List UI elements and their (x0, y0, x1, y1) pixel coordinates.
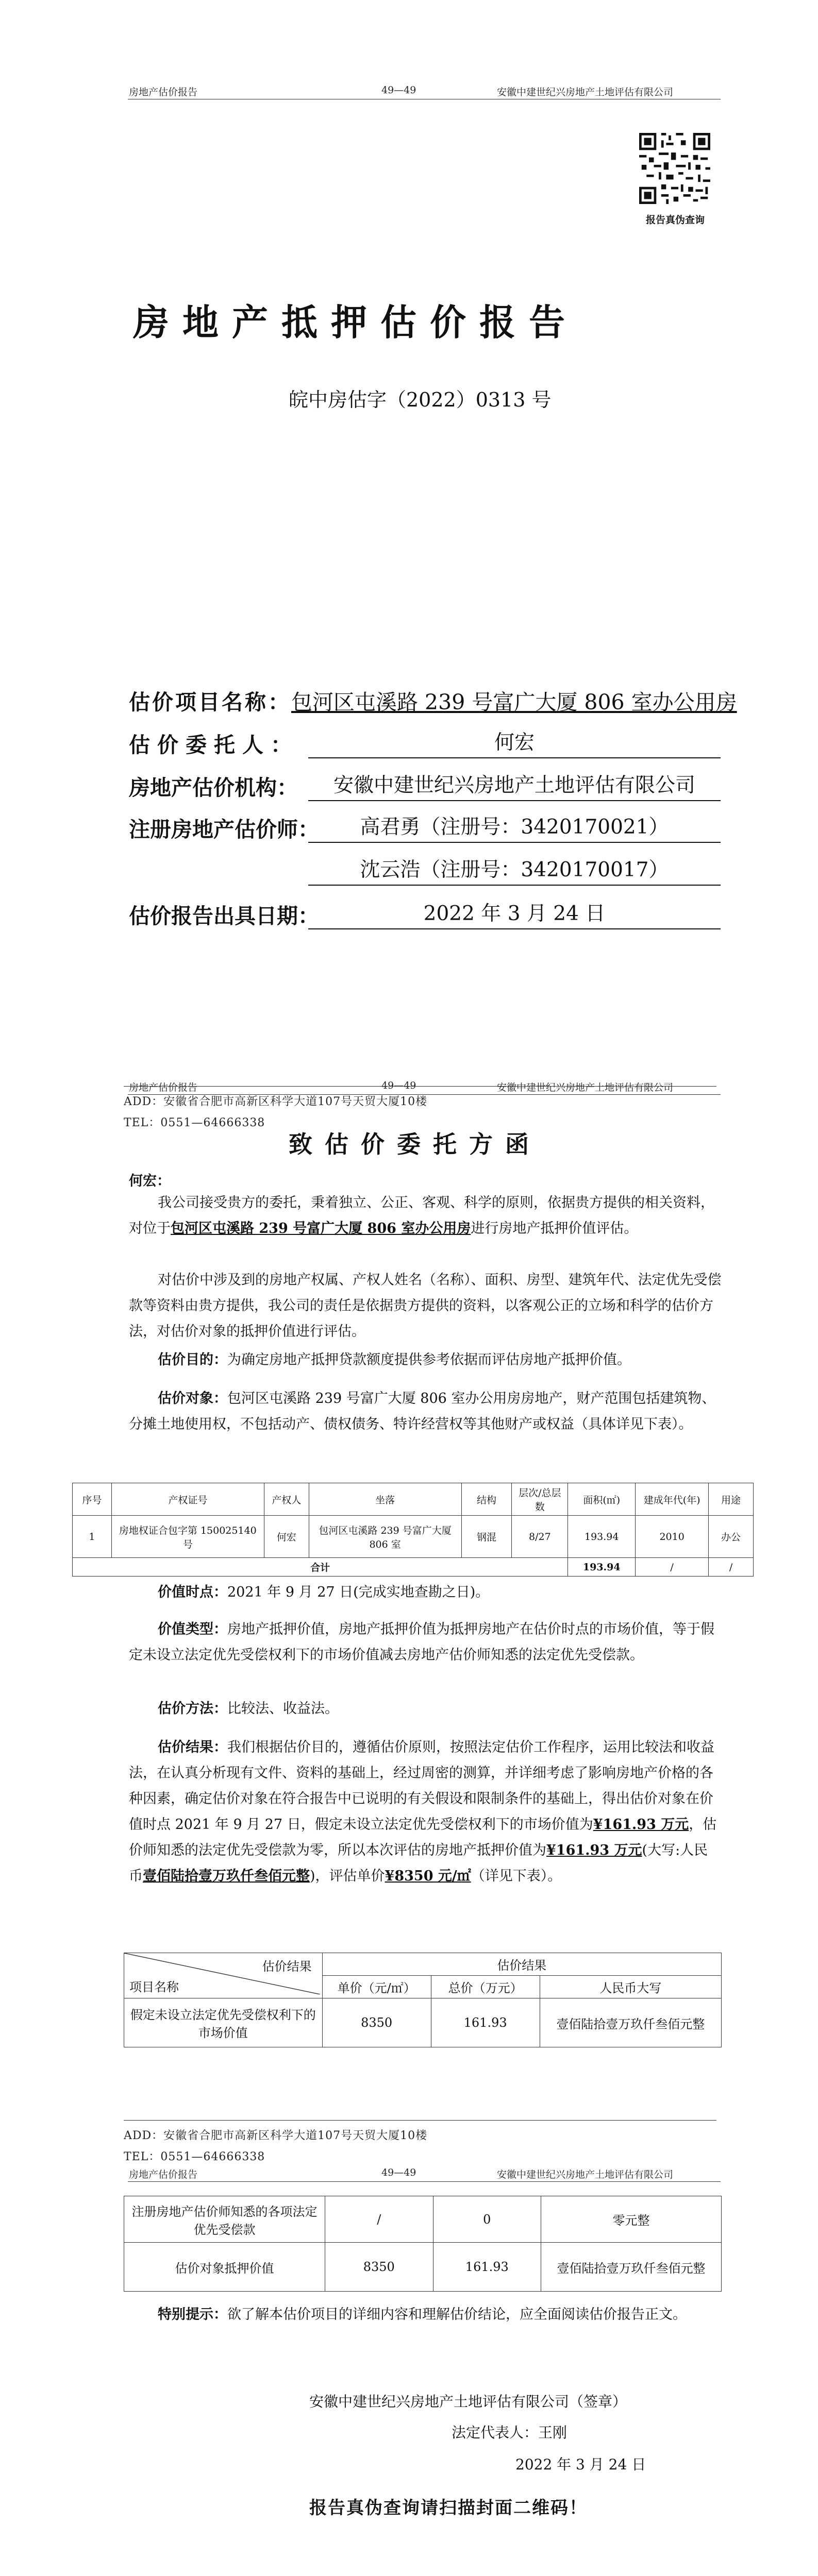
page-header (0, 77, 818, 98)
col-header: 产权人 (264, 1483, 309, 1516)
appraiser-row (129, 812, 319, 843)
paragraph-value-type: 价值类型：房地产抵押价值，房地产抵押价值为抵押房地产在估价时点的市场价值，等于假定未设立法定优先受偿权利下的市场价值减去房地产估价师知悉的法定优先受偿款。 (129, 1621, 714, 1663)
table-cell: 壹佰陆拾壹万玖仟叁佰元整 (541, 2243, 722, 2292)
signature-company: 安徽中建世纪兴房地产土地评估有限公司（签章） (309, 2393, 627, 2410)
diag-bottom-label: 项目名称 (129, 1980, 179, 1994)
header-left: 房地产估价报告 (129, 2169, 198, 2180)
footer-tel: TEL：0551—64666338 (124, 1116, 265, 1129)
paragraph-value-date: 价值时点：2021 年 9 月 27 日(完成实地查勘之日)。 (158, 1584, 490, 1600)
table-cell: 包河区屯溪路 239 号富广大厦 806 室 (309, 1516, 461, 1558)
result-table (124, 1953, 722, 2047)
client-value: 何宏 (308, 726, 721, 758)
agency-row (129, 771, 298, 801)
col-header: 序号 (73, 1483, 112, 1516)
report-date-value: 2022 年 3 月 24 日 (308, 897, 721, 929)
table-cell: 193.94 (568, 1516, 636, 1558)
paragraph-method: 估价方法：比较法、收益法。 (158, 1701, 339, 1717)
total-area: 193.94 (568, 1558, 636, 1577)
property-table (72, 1483, 754, 1577)
agency-value: 安徽中建世纪兴房地产土地评估有限公司 (308, 769, 721, 801)
header-right: 安徽中建世纪兴房地产土地评估有限公司 (497, 87, 674, 98)
header-left: 房地产估价报告 (129, 87, 198, 98)
project-name-row (129, 685, 737, 716)
col-header: 结构 (461, 1483, 512, 1516)
table-cell: 办公 (709, 1516, 754, 1558)
footer-tel: TEL：0551—64666338 (124, 2150, 265, 2163)
project-name-label: 估价项目名称： (129, 690, 291, 715)
col-header: 层次/总层数 (512, 1483, 568, 1516)
table-cell: 注册房地产估价师知悉的各项法定优先受偿款 (124, 2196, 325, 2243)
paragraph-object: 估价对象：包河区屯溪路 239 号富广大厦 806 室办公用房房地产，财产范围包括建筑物、分摊土地使用权，不包括动产、债权债务、特许经营权等其他财产或权益（具体详见下表）。 (129, 1391, 716, 1432)
table-cell: 161.93 (433, 2243, 541, 2292)
page-header (0, 2160, 818, 2180)
signature-date: 2022 年 3 月 24 日 (515, 2456, 646, 2473)
col-header: 人民币大写 (540, 1976, 721, 1998)
appraiser-label: 注册房地产估价师： (129, 817, 319, 842)
table-cell: 估价对象抵押价值 (124, 2243, 325, 2292)
footer-address: ADD：安徽省合肥市高新区科学大道107号天贸大厦10楼 (124, 1095, 428, 1108)
table-cell: 1 (73, 1516, 112, 1558)
page-header (0, 1073, 818, 1093)
table-cell: 何宏 (264, 1516, 309, 1558)
table-cell: 0 (433, 2196, 541, 2243)
paragraph-materials: 对估价中涉及到的房地产权属、产权人姓名（名称）、面积、房型、建筑年代、法定优先受偿款等资料由贵方提供，我公司的责任是依据贵方提供的资料，以客观公正的立场和科学的估价方法，对估价对象的抵押价值进行评估。 (129, 1272, 722, 1340)
qr-code-icon (639, 133, 710, 204)
col-header: 坐落 (309, 1483, 461, 1516)
client-label: 估价委托人： (129, 733, 299, 757)
header-right: 安徽中建世纪兴房地产土地评估有限公司 (497, 2169, 674, 2180)
table-cell: 161.93 (431, 1998, 540, 2047)
result-table-continued (124, 2196, 722, 2292)
letter-title: 致估价委托方函 (289, 1130, 541, 1158)
table-cell: 8/27 (512, 1516, 568, 1558)
report-title: 房地产抵押估价报告 (133, 301, 578, 344)
total-cell: / (636, 1558, 709, 1577)
paragraph-note: 特别提示：欲了解本估价项目的详细内容和理解估价结论，应全面阅读估价报告正文。 (158, 2307, 687, 2323)
col-header: 建成年代(年) (636, 1483, 709, 1516)
table-cell: 8350 (322, 1998, 431, 2047)
header-left: 房地产估价报告 (129, 1082, 198, 1093)
project-name-value: 包河区屯溪路 239 号富广大厦 806 室办公用房 (291, 690, 737, 715)
client-row (129, 728, 299, 758)
table-cell: 房地权证合包字第 150025140 号 (111, 1516, 264, 1558)
header-page-number: 49—49 (381, 1080, 416, 1091)
col-header: 产权证号 (111, 1483, 264, 1516)
result-group-header: 估价结果 (322, 1953, 721, 1976)
qr-verification-notice: 报告真伪查询请扫描封面二维码！ (309, 2498, 588, 2518)
table-cell: 壹佰陆拾壹万玖仟叁佰元整 (540, 1998, 721, 2047)
qr-caption: 报告真伪查询 (645, 214, 705, 226)
total-label: 合计 (73, 1558, 568, 1577)
agency-label: 房地产估价机构： (129, 775, 298, 800)
header-page-number: 49—49 (381, 2167, 416, 2178)
table-cell: / (325, 2196, 433, 2243)
table-cell: 2010 (636, 1516, 709, 1558)
paragraph-purpose: 估价目的：为确定房地产抵押贷款额度提供参考依据而评估房地产抵押价值。 (158, 1352, 631, 1368)
appraiser-value-2: 沈云浩（注册号：3420170017） (308, 854, 721, 886)
paragraph-result: 估价结果：我们根据估价目的，遵循估价原则，按照法定估价工作程序，运用比较法和收益法，在认真分析现有文件、资料的基础上，经过周密的测算，并详细考虑了影响房地产价格的各种因素，确定估价对象在符合报告中已说明的有关假设和限制条件的基础上，得出估价对象在价值时点 2021 年 9 月 27 日，假定未设立法定优先受偿权利下的市场价值为¥161.93 万元，估价师知悉的法定优先受偿款为零，所以本次评估的房地产抵押价值为¥161.93 万元(大写:人民币壹佰陆拾壹万玖仟叁佰元整)，评估单价¥8350 元/㎡（详见下表）。 (129, 1739, 717, 1884)
table-cell: 钢混 (461, 1516, 512, 1558)
signature-representative: 法定代表人：王刚 (452, 2424, 567, 2441)
table-cell: 8350 (325, 2243, 433, 2292)
qr-code-image[interactable] (639, 133, 710, 204)
col-header: 单价（元/㎡） (322, 1976, 431, 1998)
header-right: 安徽中建世纪兴房地产土地评估有限公司 (497, 1082, 674, 1093)
col-header: 总价（万元） (431, 1976, 540, 1998)
table-cell: 零元整 (541, 2196, 722, 2243)
total-cell: / (709, 1558, 754, 1577)
document-number: 皖中房估字（2022）0313 号 (289, 388, 552, 411)
footer-address: ADD：安徽省合肥市高新区科学大道107号天贸大厦10楼 (124, 2129, 428, 2142)
salutation: 何宏： (129, 1173, 171, 1189)
header-page-number: 49—49 (381, 84, 416, 96)
diag-top-label: 估价结果 (262, 1959, 312, 1974)
report-date-row (129, 899, 319, 929)
col-header: 用途 (709, 1483, 754, 1516)
table-cell: 假定未设立法定优先受偿权利下的市场价值 (124, 1998, 323, 2047)
paragraph-intro: 我公司接受贵方的委托，秉着独立、公正、客观、科学的原则，依据贵方提供的相关资料，对位于包河区屯溪路 239 号富广大厦 806 室办公用房进行房地产抵押价值评估。 (129, 1195, 714, 1236)
diagonal-header-cell (124, 1953, 323, 1998)
appraiser-value-1: 高君勇（注册号：3420170021） (308, 811, 721, 843)
col-header: 面积(㎡) (568, 1483, 636, 1516)
report-date-label: 估价报告出具日期： (129, 904, 319, 928)
